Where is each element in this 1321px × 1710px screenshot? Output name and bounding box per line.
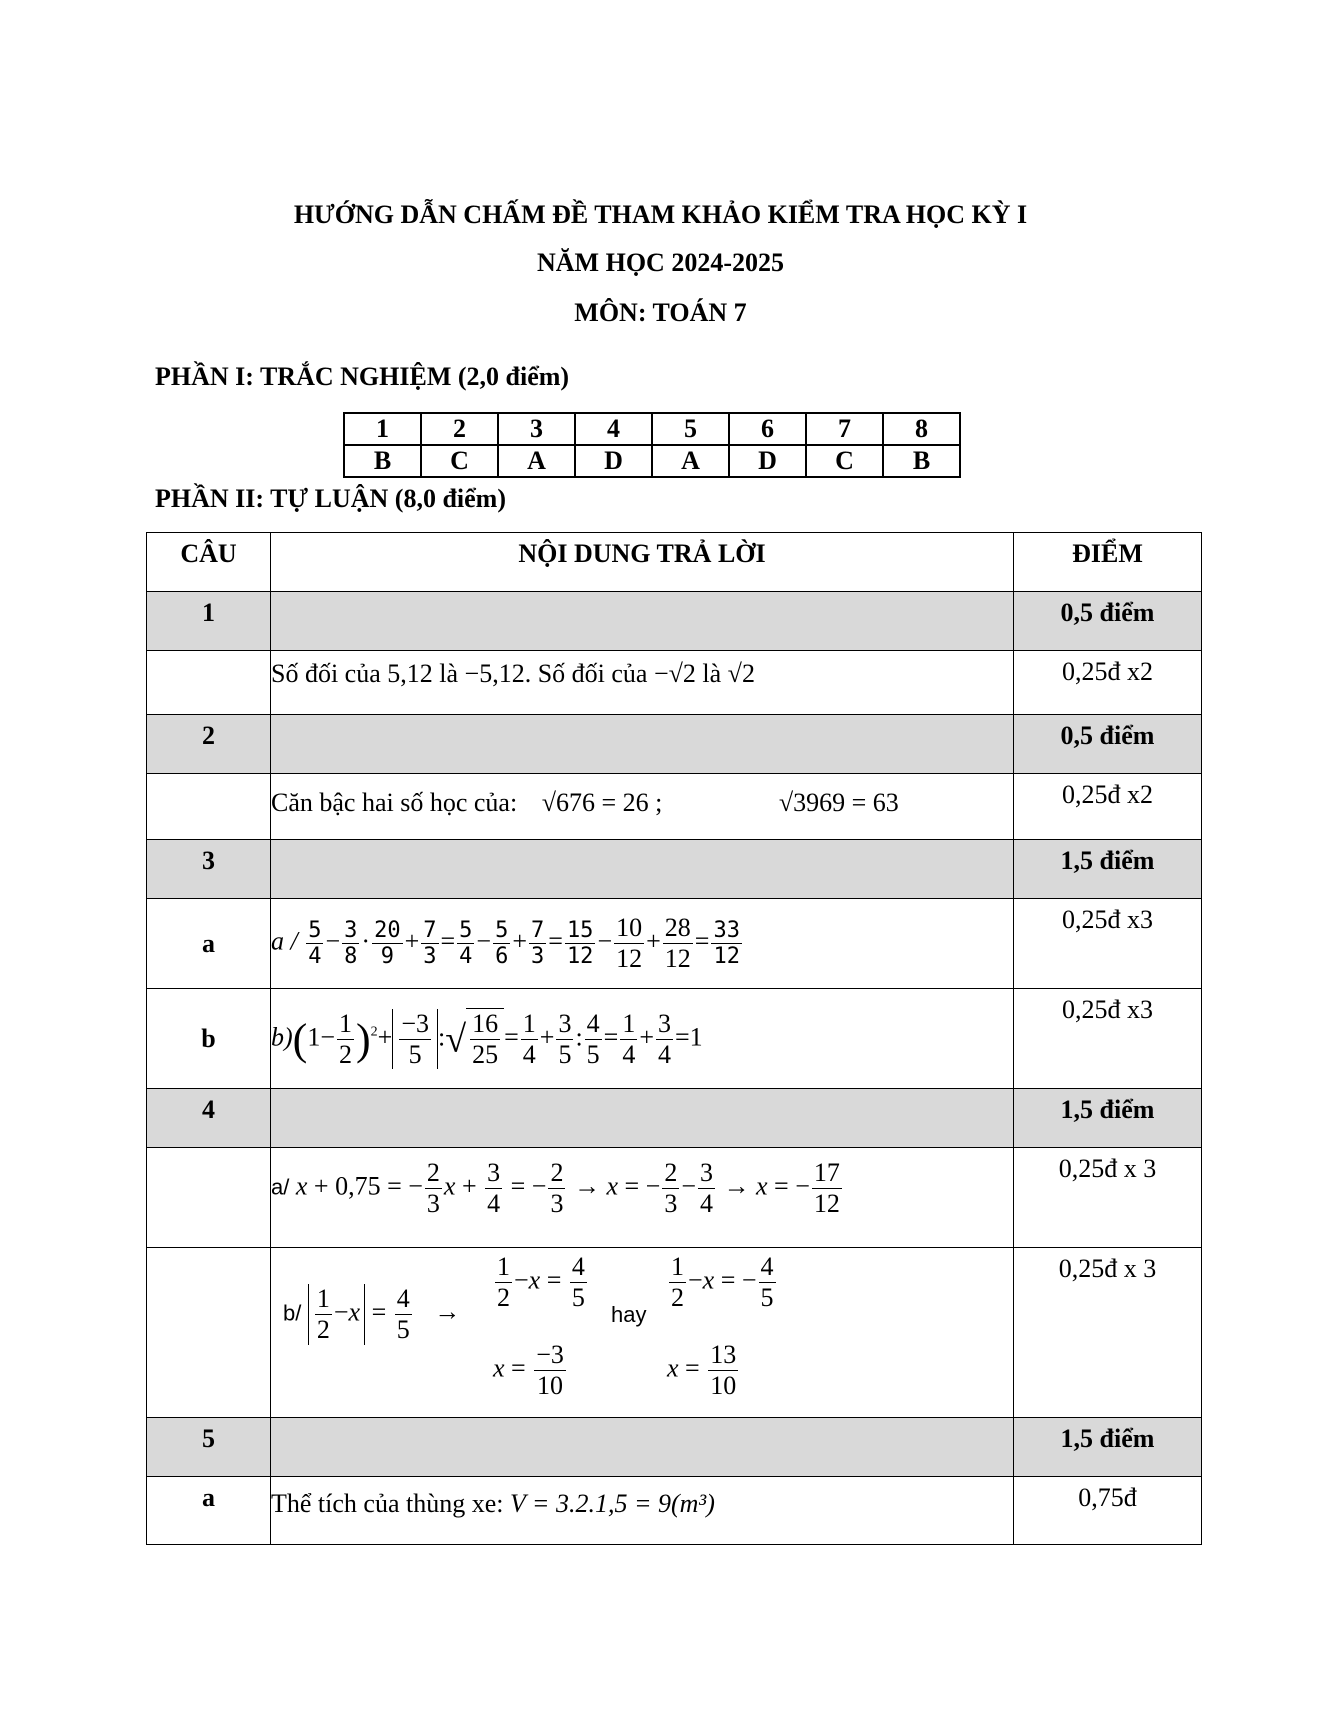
q1-text: . Số đối của — [524, 659, 648, 688]
q2-expr1: √676 = 26 ; — [541, 788, 663, 817]
q1-row — [147, 651, 1202, 715]
part2-title: PHẦN II: TỰ LUẬN (8,0 điểm) — [155, 484, 506, 513]
q5a-text: Thể tích của thùng xe: — [271, 1489, 504, 1518]
q1-content — [271, 651, 1014, 715]
q1-points: 0,25đ x2 — [1014, 651, 1202, 715]
q3a-content: a / $\frac{5}{4}$ − $\frac{3}{8}$ · $\frac{20}{9}$ + $\frac{7}{3}$ = $\frac{5}{4}$ − $\frac{5}{6}$ + $\frac{7}{3}$ = $\frac{15}{12}$ − $\frac{10}{12}$ + $\frac{28}{12}$ = $\frac{33}{12}$ — [271, 899, 1014, 989]
key-q: 1 — [344, 413, 421, 445]
q5a-expr: V = 3.2.1,5 = 9(m³) — [509, 1489, 715, 1518]
key-a: A — [498, 445, 575, 477]
q5-num: 5 — [147, 1418, 271, 1477]
q1-value: −5,12 — [464, 659, 525, 688]
q1-value: 5,12 — [387, 659, 433, 688]
q2-num: 2 — [147, 715, 271, 774]
q4-header — [147, 1089, 1202, 1148]
q1-la: là — [439, 659, 459, 688]
q3b-label: b — [147, 989, 271, 1089]
key-q: 2 — [421, 413, 498, 445]
grading-table — [146, 532, 1202, 1545]
key-q: 6 — [729, 413, 806, 445]
part1-title: PHẦN I: TRẮC NGHIỆM (2,0 điểm) — [155, 362, 570, 391]
q4a-points: 0,25đ x 3 — [1014, 1148, 1202, 1248]
q1-num: 1 — [147, 592, 271, 651]
col-cau: CÂU — [147, 533, 271, 592]
key-a: B — [883, 445, 960, 477]
q3a-points: 0,25đ x3 — [1014, 899, 1202, 989]
key-a: D — [575, 445, 652, 477]
q5-header — [147, 1418, 1202, 1477]
q5a-points: 0,75đ — [1014, 1477, 1202, 1545]
q5a-row — [147, 1477, 1202, 1545]
subject: MÔN: TOÁN 7 — [574, 298, 747, 327]
q5a-content — [271, 1477, 1014, 1545]
q2-expr2: √3969 = 63 — [778, 788, 899, 817]
q3b-content: b)(1− $\frac{1}{2}$ )$^2$+ $\frac{-3}{5}$ :√ $\frac{16}{25}$ = $\frac{1}{4}$ + $\frac{3}{5}$ : $\frac{4}{5}$ = $\frac{1}{4}$ + $\frac{3}{4}$ =1 — [271, 989, 1014, 1089]
col-noidung: NỘI DUNG TRẢ LỜI — [271, 533, 1014, 592]
q3-num: 3 — [147, 840, 271, 899]
q1-score: 0,5 điểm — [1014, 592, 1202, 651]
key-q: 4 — [575, 413, 652, 445]
q2-row — [147, 774, 1202, 840]
key-a: C — [421, 445, 498, 477]
key-a: A — [652, 445, 729, 477]
key-q: 5 — [652, 413, 729, 445]
q3-score: 1,5 điểm — [1014, 840, 1202, 899]
q5a-label: a — [147, 1477, 271, 1545]
col-diem: ĐIỂM — [1014, 533, 1202, 592]
q4b-row — [147, 1248, 1202, 1418]
answer-key-questions — [344, 413, 960, 445]
q4a-content: a/ x + 0,75 = − $\frac{2}{3}$ x + $\frac{3}{4}$ = − $\frac{2}{3}$ → x = − $\frac{2}{3}$ − $\frac{3}{4}$ → x = − $\frac{17}{12}$ — [271, 1148, 1014, 1248]
q1-la: là — [702, 659, 722, 688]
table-header — [147, 533, 1202, 592]
doc-title: HƯỚNG DẪN CHẤM ĐỀ THAM KHẢO KIỂM TRA HỌC KỲ I — [293, 200, 1028, 229]
key-q: 8 — [883, 413, 960, 445]
q3b-row — [147, 989, 1202, 1089]
answer-key-table — [343, 412, 961, 478]
q2-score: 0,5 điểm — [1014, 715, 1202, 774]
key-a: D — [729, 445, 806, 477]
q4-score: 1,5 điểm — [1014, 1089, 1202, 1148]
q3b-points: 0,25đ x3 — [1014, 989, 1202, 1089]
q3a-row — [147, 899, 1202, 989]
q1-value: −√2 — [653, 659, 696, 688]
q2-points: 0,25đ x2 — [1014, 774, 1202, 840]
key-q: 3 — [498, 413, 575, 445]
q3-header — [147, 840, 1202, 899]
q4b-content: b/ $\frac{1}{2}$ −x = $\frac{4}{5}$ → $\frac{1}{2}$ −x = $\frac{4}{5}$ hay $\frac{1}{2}$ −x = − $\frac{4}{5}$ x = $\frac{-3}{10}$ x = $\frac{13}{10}$ — [271, 1248, 1014, 1418]
key-a: C — [806, 445, 883, 477]
q2-text: Căn bậc hai số học của: — [271, 788, 518, 817]
school-year: NĂM HỌC 2024-2025 — [537, 248, 784, 277]
answer-key-answers — [344, 445, 960, 477]
q1-header — [147, 592, 1202, 651]
q4a-row — [147, 1148, 1202, 1248]
q1-value: √2 — [727, 659, 755, 688]
q2-header — [147, 715, 1202, 774]
q5-score: 1,5 điểm — [1014, 1418, 1202, 1477]
q2-content — [271, 774, 1014, 840]
q1-text: Số đối của — [271, 659, 381, 688]
key-q: 7 — [806, 413, 883, 445]
q4b-hay: hay — [611, 1302, 647, 1327]
q4-num: 4 — [147, 1089, 271, 1148]
key-a: B — [344, 445, 421, 477]
q4b-points: 0,25đ x 3 — [1014, 1248, 1202, 1418]
q1-blank — [271, 592, 1014, 651]
q3a-label: a — [147, 899, 271, 989]
